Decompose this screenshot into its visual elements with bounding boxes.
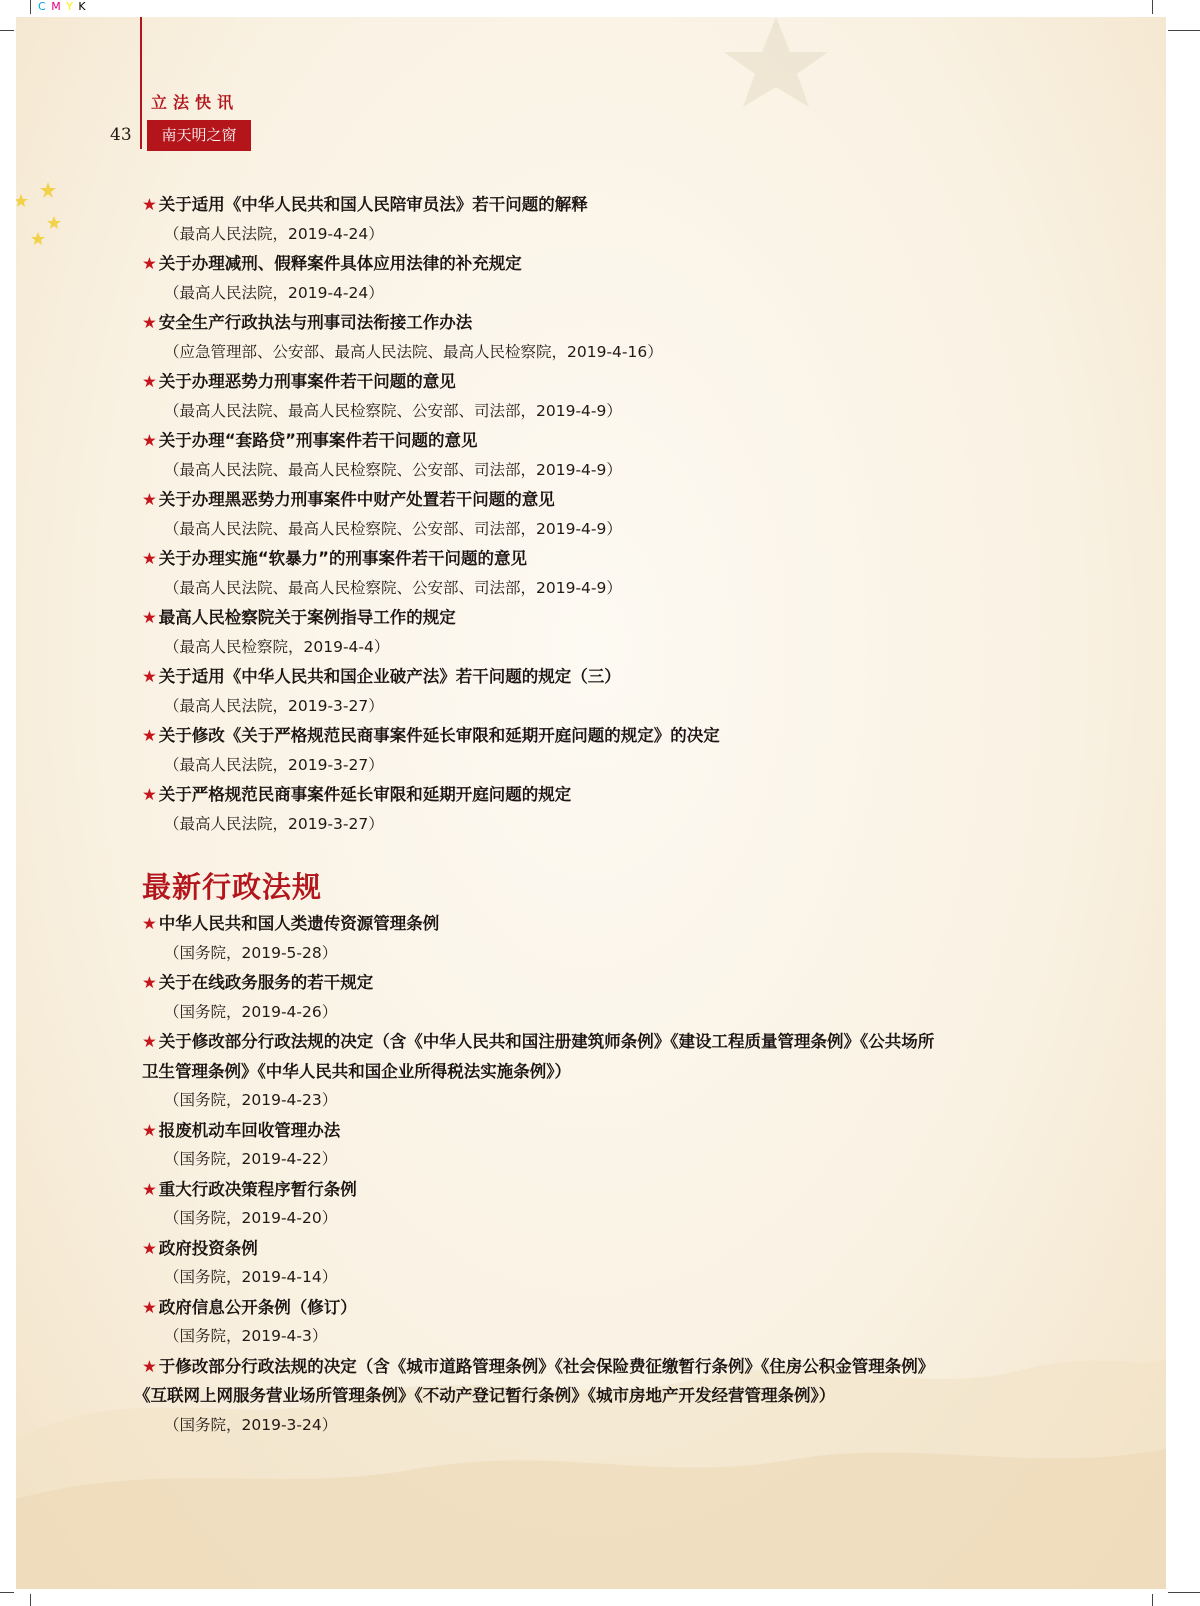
crop-mark	[1152, 1594, 1153, 1606]
cmyk-m: M	[51, 0, 62, 13]
cmyk-color-bar	[38, 0, 87, 13]
cmyk-y: Y	[66, 0, 74, 13]
item-source: （最高人民法院、最高人民检察院、公安部、司法部，2019-4-9）	[164, 519, 622, 538]
item-source: （国务院，2019-5-28）	[164, 943, 338, 962]
item-title-row	[142, 1293, 1072, 1323]
column-badge: 南天明之窗	[147, 120, 251, 151]
item-title: 关于适用《中华人民共和国企业破产法》若干问题的规定（三）	[158, 667, 621, 686]
item-source: （最高人民法院，2019-3-27）	[164, 755, 384, 774]
item-title: 政府信息公开条例（修订）	[158, 1297, 357, 1317]
cmyk-c: C	[38, 0, 47, 13]
item-title-row	[142, 603, 1072, 633]
item-source: （最高人民法院、最高人民检察院、公安部、司法部，2019-4-9）	[164, 460, 622, 479]
item-title-row	[142, 190, 1072, 220]
item-title: 关于在线政务服务的若干规定	[158, 973, 374, 992]
star-icon: ★	[142, 667, 157, 686]
admin-regulations-list	[134, 909, 1072, 1440]
cmyk-k: K	[78, 0, 87, 13]
judicial-interpretations-list	[142, 190, 1072, 839]
item-title-row	[142, 1175, 1072, 1205]
item-title: 中华人民共和国人类遗传资源管理条例	[158, 914, 440, 933]
item-source: （最高人民法院、最高人民检察院、公安部、司法部，2019-4-9）	[164, 401, 622, 420]
crop-mark	[1152, 0, 1153, 14]
star-icon: ★	[142, 313, 157, 332]
list-item	[142, 1234, 1072, 1293]
item-title-row	[142, 1234, 1072, 1264]
list-item	[142, 662, 1072, 721]
item-title-row	[142, 308, 1072, 338]
item-title: 政府投资条例	[158, 1238, 258, 1258]
item-title-continued: 卫生管理条例》《中华人民共和国企业所得税法实施条例》）	[142, 1061, 571, 1081]
star-icon: ★	[142, 726, 157, 745]
admin-regulations-heading: 最新行政法规	[142, 870, 323, 904]
article-content	[134, 190, 1072, 1440]
crop-mark	[0, 1592, 14, 1593]
item-title-row	[142, 544, 1072, 574]
star-icon: ★	[142, 1238, 157, 1258]
item-source: （国务院，2019-4-3）	[164, 1327, 328, 1345]
star-icon: ★	[142, 549, 157, 568]
item-title-row	[142, 968, 1072, 998]
crop-mark	[30, 0, 31, 14]
crop-mark	[1168, 1592, 1200, 1593]
item-title: 关于办理减刑、假释案件具体应用法律的补充规定	[158, 254, 522, 273]
star-icon: ★	[142, 254, 157, 273]
star-icon: ★	[142, 195, 157, 214]
star-icon: ★	[142, 1179, 157, 1199]
item-title-continued: 《互联网上网服务营业场所管理条例》《不动产登记暂行条例》《城市房地产开发经营管理条例》）	[134, 1386, 836, 1405]
item-title-row	[142, 780, 1072, 810]
star-icon: ★	[142, 1297, 157, 1317]
item-source: （最高人民检察院，2019-4-4）	[164, 637, 390, 656]
list-item	[142, 1293, 1072, 1352]
item-source: （最高人民法院，2019-4-24）	[164, 224, 384, 243]
section-tag: 立法快讯	[151, 93, 240, 112]
header-divider	[140, 17, 142, 149]
item-source: （最高人民法院，2019-3-27）	[164, 696, 384, 715]
flag-stars-icon	[16, 182, 76, 262]
item-source: （国务院，2019-4-20）	[164, 1209, 338, 1227]
item-source: （国务院，2019-3-24）	[164, 1415, 338, 1434]
item-title: 于修改部分行政法规的决定（含《城市道路管理条例》《社会保险费征缴暂行条例》《住房公积金管理条例》	[158, 1356, 935, 1376]
item-source: （应急管理部、公安部、最高人民法院、最高人民检察院，2019-4-16）	[164, 342, 663, 361]
item-title: 关于严格规范民商事案件延长审限和延期开庭问题的规定	[158, 785, 572, 804]
list-item	[142, 485, 1072, 544]
star-icon: ★	[142, 914, 157, 933]
item-title-row	[142, 1027, 1072, 1057]
list-item	[142, 249, 1072, 308]
item-title: 关于办理恶势力刑事案件若干问题的意见	[158, 372, 456, 391]
item-title: 关于办理实施“软暴力”的刑事案件若干问题的意见	[158, 549, 527, 568]
item-title-row	[142, 485, 1072, 515]
item-source: （国务院，2019-4-14）	[164, 1268, 338, 1286]
list-item	[142, 426, 1072, 485]
item-title-row	[142, 909, 1072, 939]
list-item	[142, 1027, 1072, 1116]
star-icon: ★	[142, 1356, 157, 1376]
item-title: 重大行政决策程序暂行条例	[158, 1179, 357, 1199]
crop-mark	[30, 1594, 31, 1606]
list-item	[142, 1175, 1072, 1234]
watermark-star-icon	[716, 17, 836, 107]
item-source: （最高人民法院，2019-3-27）	[164, 814, 384, 833]
item-source: （最高人民法院、最高人民检察院、公安部、司法部，2019-4-9）	[164, 578, 622, 597]
star-icon: ★	[142, 431, 157, 450]
list-item	[142, 308, 1072, 367]
item-title: 关于修改部分行政法规的决定（含《中华人民共和国注册建筑师条例》《建设工程质量管理条例》《公共场所	[158, 1032, 935, 1051]
list-item	[142, 544, 1072, 603]
item-source: （最高人民法院，2019-4-24）	[164, 283, 384, 302]
item-title-row	[142, 249, 1072, 279]
item-title-row	[142, 367, 1072, 397]
star-icon: ★	[142, 372, 157, 391]
star-icon: ★	[142, 785, 157, 804]
item-title: 关于办理“套路贷”刑事案件若干问题的意见	[158, 431, 478, 450]
item-title: 关于适用《中华人民共和国人民陪审员法》若干问题的解释	[158, 195, 588, 214]
item-title-row	[142, 721, 1072, 751]
item-source: （国务院，2019-4-23）	[164, 1091, 338, 1109]
list-item	[142, 909, 1072, 968]
item-title-row	[142, 662, 1072, 692]
item-source: （国务院，2019-4-26）	[164, 1002, 338, 1021]
item-title: 最高人民检察院关于案例指导工作的规定	[158, 608, 456, 627]
page-number: 43	[110, 125, 132, 145]
list-item	[142, 367, 1072, 426]
star-icon: ★	[142, 973, 157, 992]
list-item	[142, 190, 1072, 249]
list-item	[134, 1352, 1072, 1441]
list-item	[142, 780, 1072, 839]
list-item	[142, 968, 1072, 1027]
item-title-row	[142, 426, 1072, 456]
item-title: 关于办理黑恶势力刑事案件中财产处置若干问题的意见	[158, 490, 555, 509]
star-icon: ★	[142, 608, 157, 627]
list-item	[142, 603, 1072, 662]
item-title: 关于修改《关于严格规范民商事案件延长审限和延期开庭问题的规定》的决定	[158, 726, 720, 745]
star-icon: ★	[142, 1120, 157, 1140]
item-title-row	[142, 1116, 1072, 1146]
crop-mark	[1168, 30, 1200, 31]
item-title: 报废机动车回收管理办法	[158, 1120, 341, 1140]
item-title-row	[142, 1352, 1072, 1382]
item-source: （国务院，2019-4-22）	[164, 1150, 338, 1168]
item-title: 安全生产行政执法与刑事司法衔接工作办法	[158, 313, 473, 332]
star-icon: ★	[142, 1032, 157, 1051]
list-item	[142, 721, 1072, 780]
list-item	[142, 1116, 1072, 1175]
star-icon: ★	[142, 490, 157, 509]
crop-mark	[0, 30, 14, 31]
